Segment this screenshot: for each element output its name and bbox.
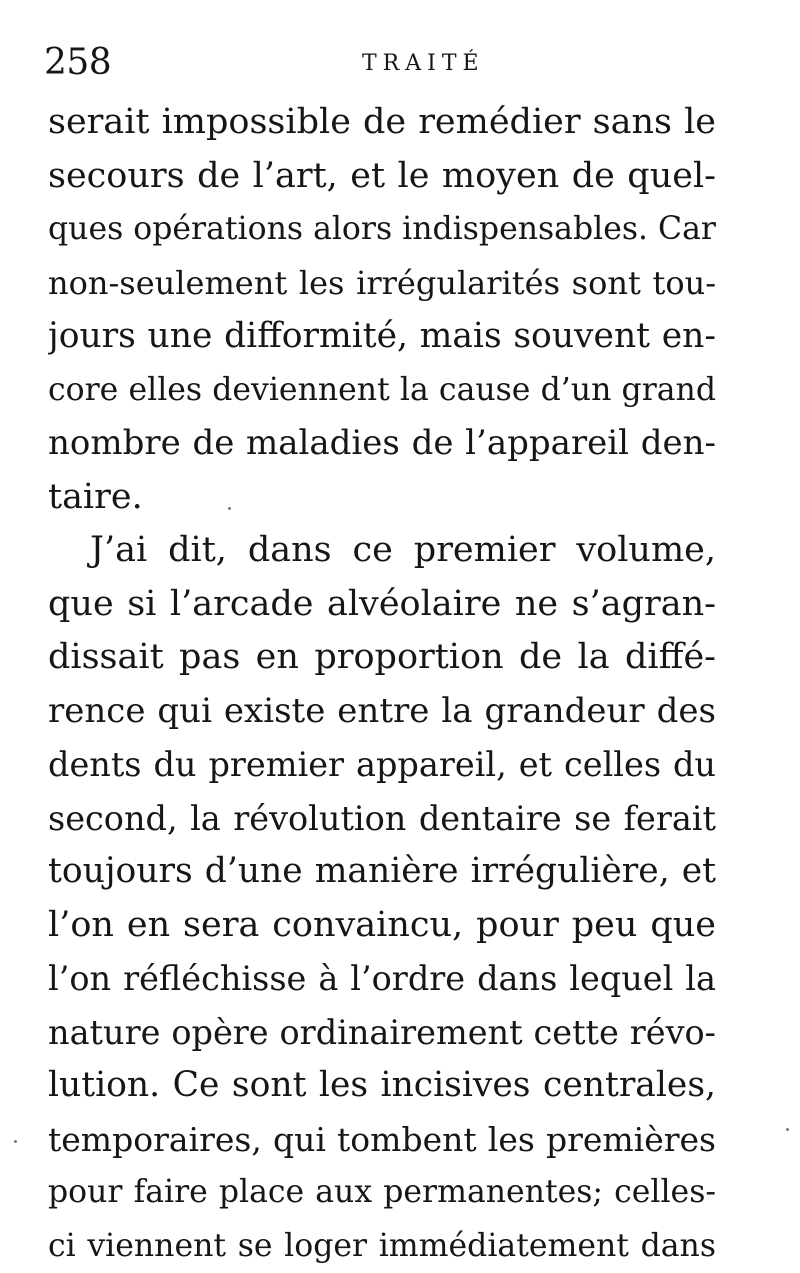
- text-line: ques opérations alors indispensables. Car: [48, 203, 716, 257]
- body-text: [48, 96, 716, 1273]
- text-line: toujours d’une manière irrégulière, et: [48, 845, 716, 899]
- text-line: lution. Ce sont les incisives centrales,: [48, 1059, 716, 1113]
- text-line: serait impossible de remédier sans le: [48, 96, 716, 150]
- page-number: 258: [44, 38, 111, 88]
- text-line: dents du premier appareil, et celles du: [48, 738, 716, 792]
- paper-speck: [786, 1128, 789, 1131]
- text-line: ci viennent se loger immédiatement dans: [48, 1220, 716, 1273]
- text-line: rence qui existe entre la grandeur des: [48, 685, 716, 739]
- text-line: taire.: [48, 471, 716, 525]
- text-line: non-seulement les irrégularités sont tou-: [48, 257, 716, 311]
- text-line: second, la révolution dentaire se ferait: [48, 792, 716, 846]
- text-line: core elles deviennent la cause d’un grand: [48, 364, 716, 418]
- text-line: l’on en sera convaincu, pour peu que: [48, 899, 716, 953]
- text-line: J’ai dit, dans ce premier volume,: [48, 524, 716, 578]
- page-header: [44, 38, 724, 88]
- text-line: temporaires, qui tombent les premières: [48, 1113, 716, 1167]
- text-line: que si l’arcade alvéolaire ne s’agran-: [48, 578, 716, 632]
- text-line: dissait pas en proportion de la diffé-: [48, 631, 716, 685]
- paper-speck: [228, 507, 231, 510]
- text-line: nature opère ordinairement cette révo-: [48, 1006, 716, 1060]
- text-line: secours de l’art, et le moyen de quel-: [48, 150, 716, 204]
- text-line: pour faire place aux permanentes; celles-: [48, 1166, 716, 1220]
- paper-speck: [14, 1140, 17, 1143]
- running-head: TRAITÉ: [362, 42, 485, 86]
- text-line: jours une difformité, mais souvent en-: [48, 310, 716, 364]
- text-line: l’on réfléchisse à l’ordre dans lequel la: [48, 952, 716, 1006]
- text-line: nombre de maladies de l’appareil den-: [48, 417, 716, 471]
